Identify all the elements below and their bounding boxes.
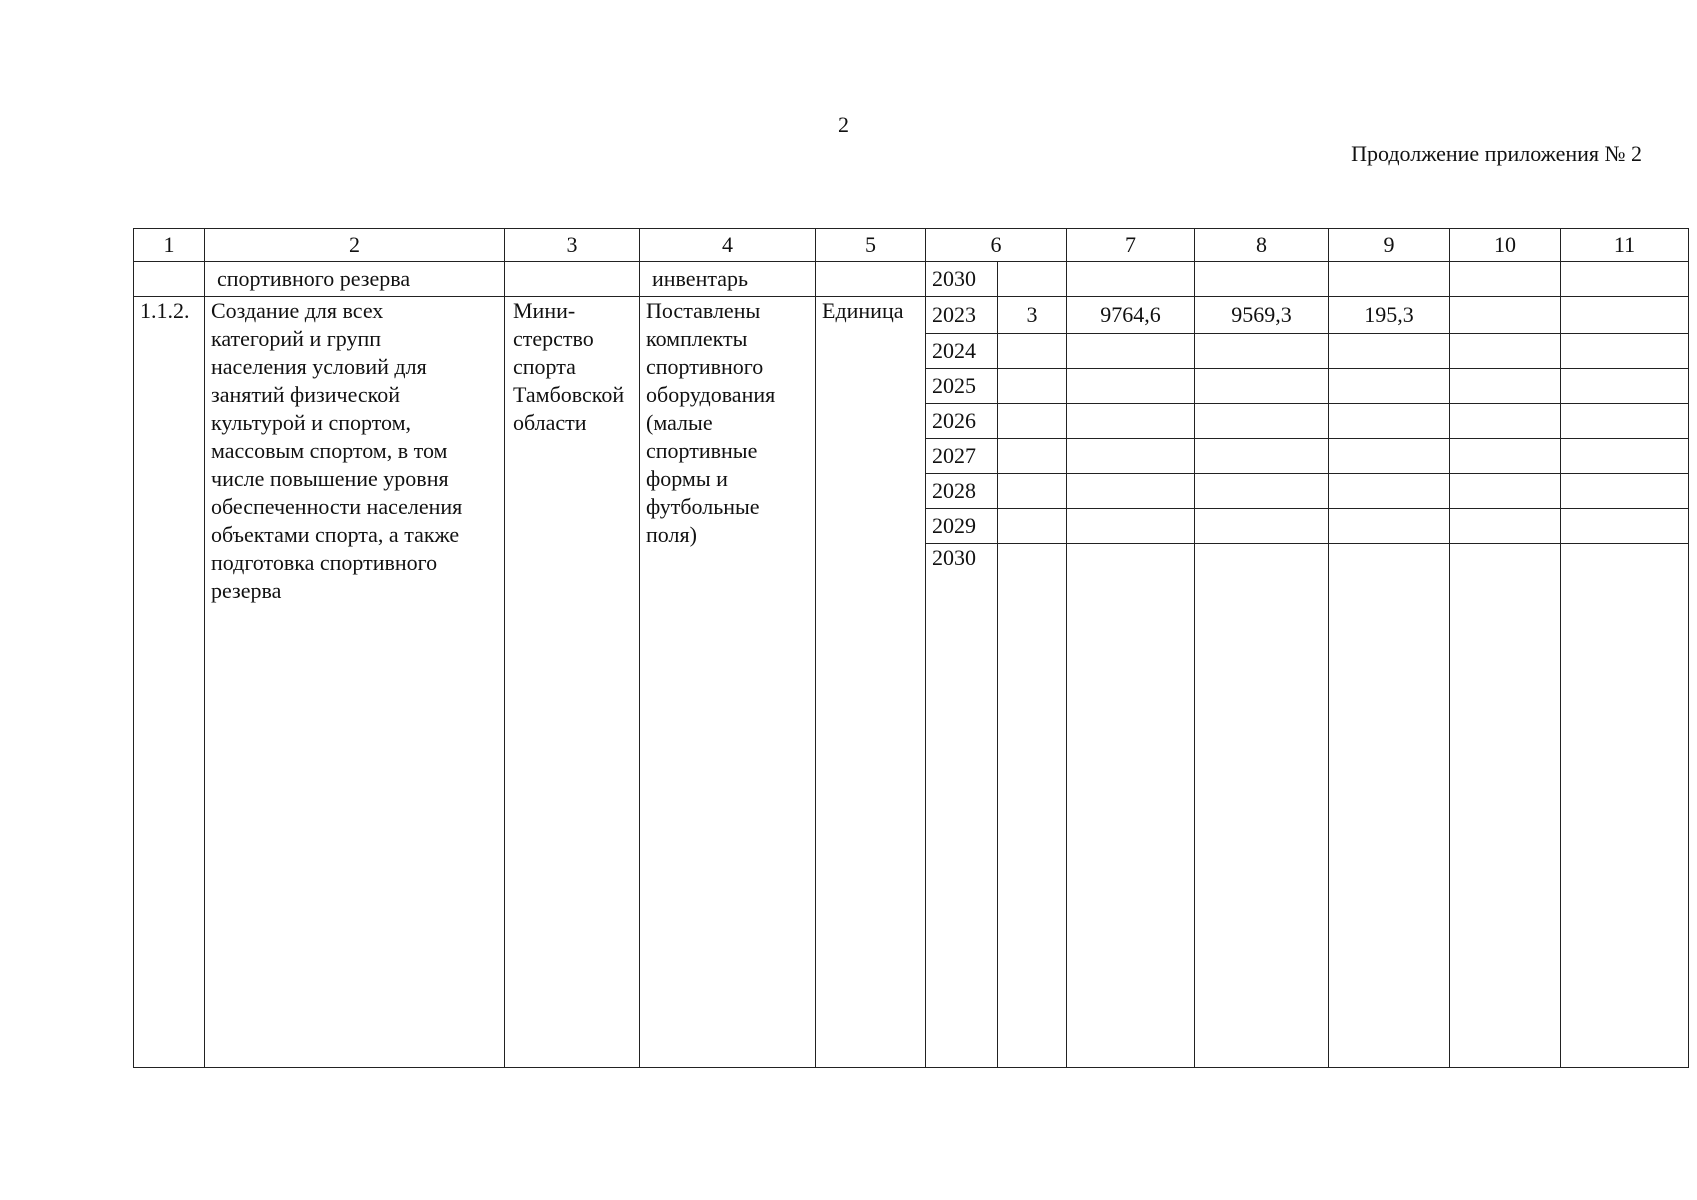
item-executor: Мини- стерство спорта Тамбовской области xyxy=(505,297,640,1068)
year-cell: 2026 xyxy=(926,404,998,439)
header-col-2: 2 xyxy=(205,229,505,262)
item-description: Создание для всех категорий и групп населения условий для занятий физической культурой и спортом, массовым спортом, в том числе повышение уровня обеспеченности населения объектами спорта, а также подготовка спортивного резерва xyxy=(205,297,505,1068)
total-funding: 9764,6 xyxy=(1067,297,1195,334)
item-unit: Единица xyxy=(816,297,926,1068)
cell-empty xyxy=(1561,297,1689,334)
header-col-4: 4 xyxy=(640,229,816,262)
appendix-continuation-label: Продолжение приложения № 2 xyxy=(1351,141,1642,166)
cell-empty xyxy=(1450,262,1561,297)
year-cell: 2029 xyxy=(926,509,998,544)
year-cell: 2023 xyxy=(926,297,998,334)
indicator-value: 3 xyxy=(998,297,1067,334)
cell-empty xyxy=(1329,262,1450,297)
year-cell: 2030 xyxy=(926,544,998,1068)
year-cell: 2025 xyxy=(926,369,998,404)
header-col-9: 9 xyxy=(1329,229,1450,262)
year-cell: 2024 xyxy=(926,334,998,369)
table-row xyxy=(134,297,1689,334)
item-result: Поставлены комплекты спортивного оборудования (малые спортивные формы и футбольные поля) xyxy=(640,297,816,1068)
header-col-3: 3 xyxy=(505,229,640,262)
continuation-row xyxy=(134,262,1689,297)
year-cell: 2027 xyxy=(926,439,998,474)
cell-empty xyxy=(505,262,640,297)
page-number: 2 xyxy=(838,112,849,137)
header-col-1: 1 xyxy=(134,229,205,262)
cell-empty xyxy=(1195,262,1329,297)
header-col-6: 6 xyxy=(926,229,1067,262)
program-table xyxy=(133,228,1689,1068)
header-col-8: 8 xyxy=(1195,229,1329,262)
header-col-7: 7 xyxy=(1067,229,1195,262)
year-cell: 2028 xyxy=(926,474,998,509)
cell-empty xyxy=(134,262,205,297)
cell-empty xyxy=(998,262,1067,297)
cell-empty xyxy=(1067,262,1195,297)
cell-empty xyxy=(1450,297,1561,334)
cell-empty xyxy=(1561,262,1689,297)
federal-funding: 9569,3 xyxy=(1195,297,1329,334)
description-continuation: спортивного резерва xyxy=(205,262,505,297)
regional-funding: 195,3 xyxy=(1329,297,1450,334)
header-col-10: 10 xyxy=(1450,229,1561,262)
item-number: 1.1.2. xyxy=(134,297,205,1068)
header-col-5: 5 xyxy=(816,229,926,262)
year-cell: 2030 xyxy=(926,262,998,297)
result-continuation: инвентарь xyxy=(640,262,816,297)
header-col-11: 11 xyxy=(1561,229,1689,262)
cell-empty xyxy=(816,262,926,297)
column-number-row xyxy=(134,229,1689,262)
